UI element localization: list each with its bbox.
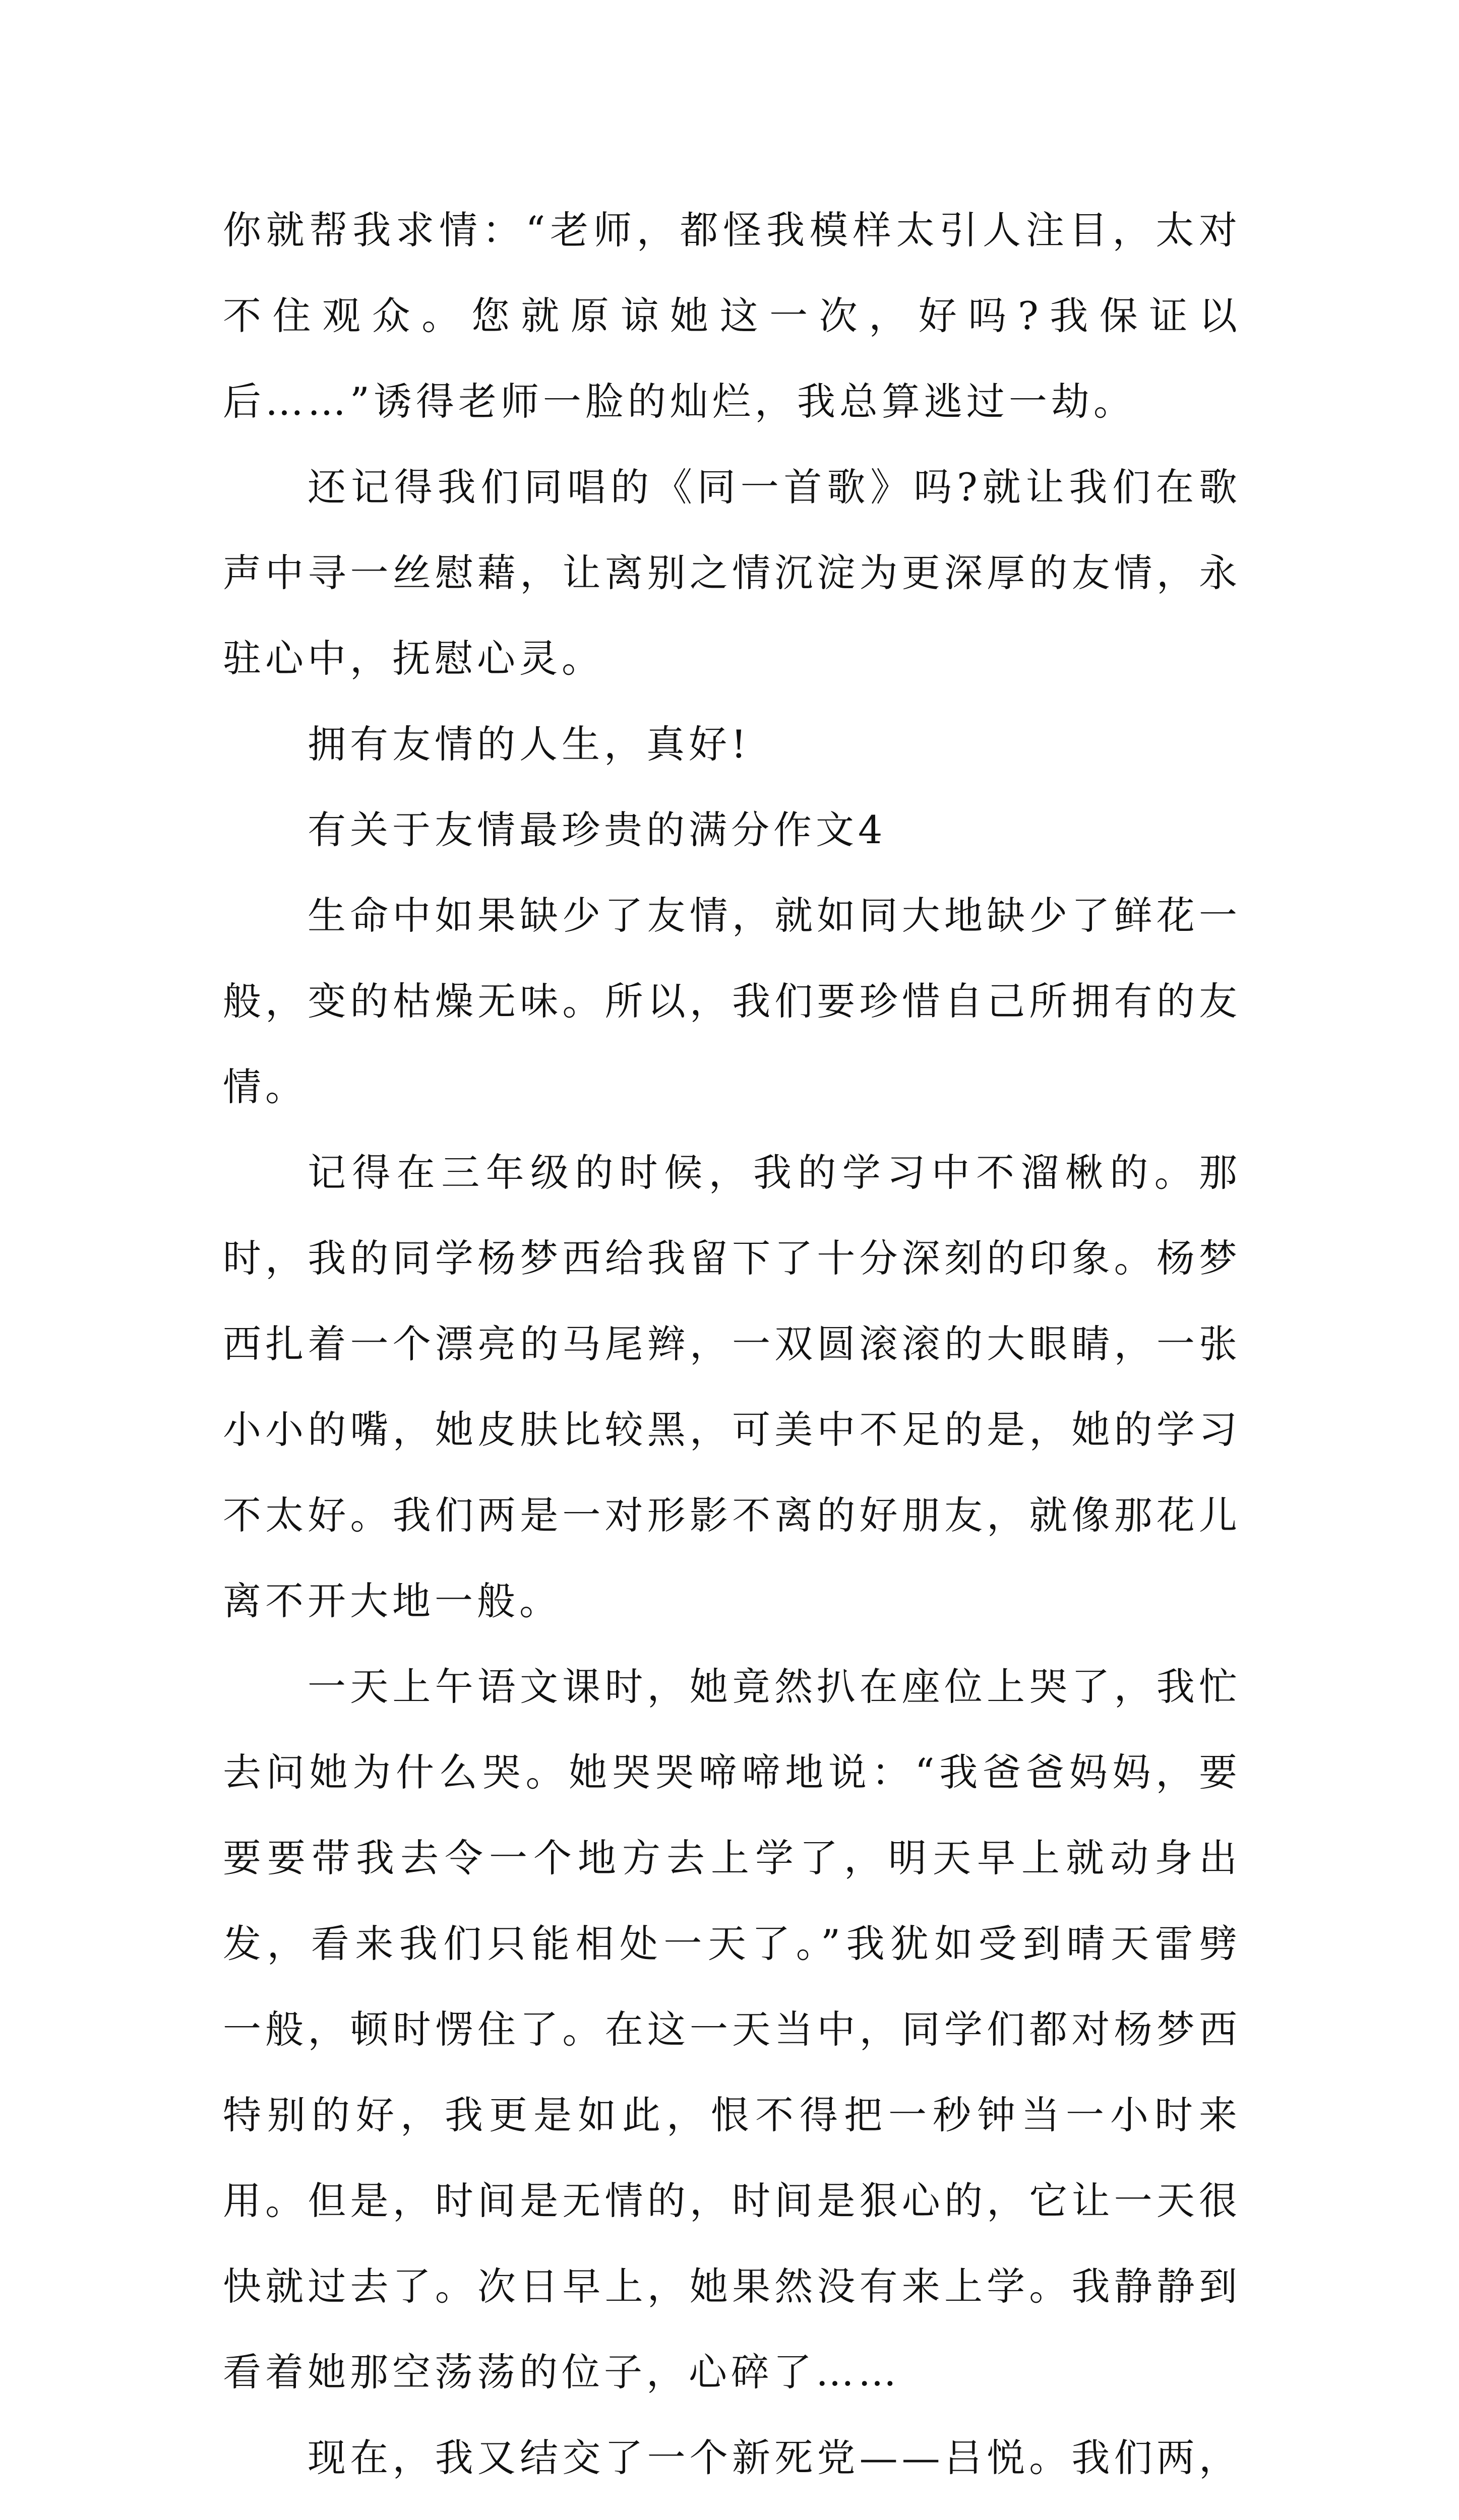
paragraph: 现在，我又结交了一个新死党——吕悦。我们两， — [308, 2435, 1241, 2480]
paragraph: 一天上午语文课时，她竟然扒在座位上哭了，我忙去问她为什么哭。她哭哭啼啼地说：“我爸爸妈妈，要要要带我去令一个地方去上学了，明天早上就动身出发，看来我们只能相处一天了。”我犹如受到晴天雷劈一般，顿时愣住了。在这一天当中，同学们都对杨梦西特别的好，我更是如此，恨不得把一秒钟当一小时来用。但是，时间是无情的，时间是狠心的，它让一天很快就过去了。次日早上，她果然没有来上学。我静静到看着她那空荡荡的位子，心碎了…… — [223, 1664, 1241, 2395]
paragraph: 还记得我们同唱的《同一首歌》吗?就让我们在歌声中寻一丝慰藉，让离别之情沉淀为更深厚的友情，永驻心中，抚慰心灵。 — [223, 465, 1241, 681]
paragraph: 拥有友情的人生，真好! — [308, 722, 751, 767]
paragraph: 你就帮我求情：“老师，都怪我模样太引人注目，太对不住观众。您就原谅她这一次，好吗?我保证以后……”诱得老师一脸的灿烂，我总算逃过一劫。 — [223, 208, 1241, 424]
document-body — [223, 187, 1241, 2520]
paragraph: 生命中如果缺少了友情，就如同大地缺少了鲜花一般，变的枯燥无味。所以，我们要珍惜自己所拥有的友情。 — [223, 893, 1241, 1109]
section-heading: 有关于友情最珍贵的满分作文4 — [308, 807, 887, 852]
paragraph: 记得在三年级的时候，我的学习中不溜楸的。那时，我的同学杨梦西给我留下了十分深刻的印象。杨梦西扎着一个漂亮的马尾辫，一双圆滚滚的大眼睛，一张小小的嘴，她皮肤比较黑，可美中不足的是，她的学习不太好。我们两是一对形影不离的好朋友，就像那花儿离不开大地一般。 — [223, 1150, 1241, 1623]
